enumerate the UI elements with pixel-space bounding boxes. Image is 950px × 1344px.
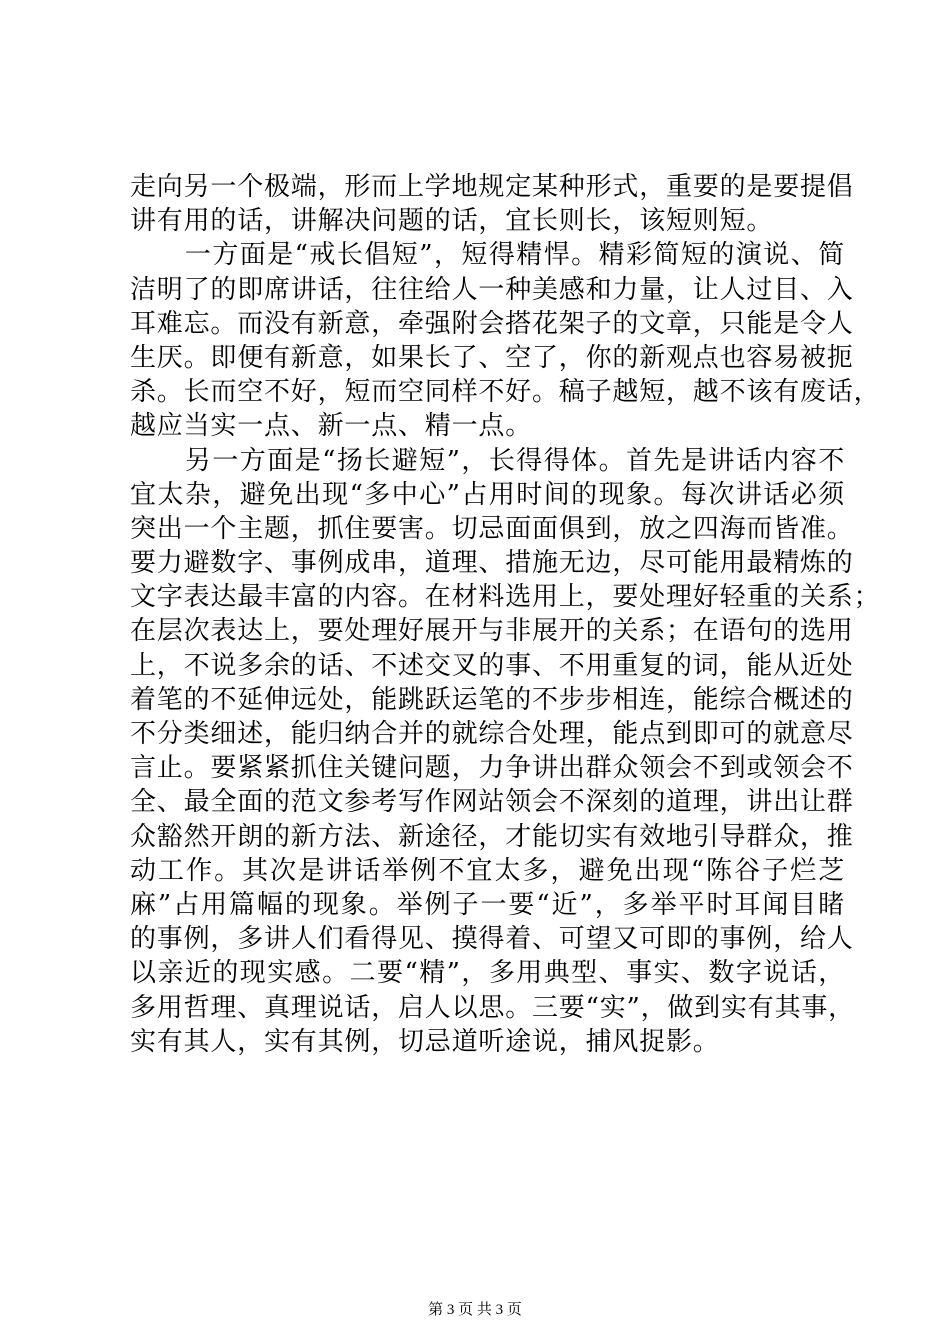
text-line: 文字表达最丰富的内容。在材料选用上，要处理好轻重的关系； (130, 582, 881, 613)
page-number: 第 3 页 共 3 页 (428, 1302, 522, 1318)
text-line: 的事例，多讲人们看得见、摸得着、可望又可即的事例，给人 (130, 924, 854, 955)
text-line: 不分类细述，能归纳合并的就综合处理，能点到即可的就意尽 (130, 719, 854, 749)
text-line: 宜太杂，避免出现“多中心”占用时间的现象。每次讲话必须 (130, 479, 845, 510)
text-line: 多用哲理、真理说话，启人以思。三要“实”，做到实有其事， (130, 992, 855, 1023)
text-line: 生厌。即便有新意，如果长了、空了，你的新观点也容易被扼 (130, 342, 854, 373)
document-body (130, 170, 881, 1059)
text-line: 言止。要紧紧抓住关键问题，力争讲出群众领会不到或领会不 (130, 753, 854, 784)
text-line: 在层次表达上，要处理好展开与非展开的关系；在语句的选用 (130, 616, 854, 647)
text-line: 要力避数字、事例成串，道理、措施无边，尽可能用最精炼的 (130, 548, 854, 579)
text-line: 上，不说多余的话、不述交叉的事、不用重复的词，能从近处 (130, 650, 854, 681)
text-line: 一方面是“戒长倡短”，短得精悍。精彩简短的演说、简 (130, 240, 845, 271)
text-line: 全、最全面的范文参考写作网站领会不深刻的道理，讲出让群 (130, 787, 854, 818)
text-line: 众豁然开朗的新方法、新途径，才能切实有效地引导群众，推 (130, 821, 854, 852)
text-line: 突出一个主题，抓住要害。切忌面面俱到，放之四海而皆准。 (130, 513, 854, 544)
text-line: 越应当实一点、新一点、精一点。 (130, 411, 533, 442)
text-line: 实有其人，实有其例，切忌道听途说，捕风捉影。 (130, 1026, 720, 1057)
text-line: 耳难忘。而没有新意，牵强附会搭花架子的文章，只能是令人 (130, 308, 854, 339)
text-line: 杀。长而空不好，短而空同样不好。稿子越短，越不该有废话， (130, 377, 881, 408)
text-line: 着笔的不延伸远处，能跳跃运笔的不步步相连，能综合概述的 (130, 684, 854, 715)
text-line: 动工作。其次是讲话举例不宜太多，避免出现“陈谷子烂芝 (130, 855, 845, 886)
text-line: 讲有用的话，讲解决问题的话，宜长则长，该短则短。 (130, 206, 774, 237)
text-line: 另一方面是“扬长避短”，长得得体。首先是讲话内容不 (130, 445, 845, 476)
text-line: 以亲近的现实感。二要“精”，多用典型、事实、数字说话， (130, 958, 845, 989)
text-line: 走向另一个极端，形而上学地规定某种形式，重要的是要提倡 (130, 172, 854, 202)
page-footer (0, 1300, 950, 1320)
text-line: 麻”占用篇幅的现象。举例子一要“近”，多举平时耳闻目睹 (130, 889, 845, 920)
text-line: 洁明了的即席讲话，往往给人一种美感和力量，让人过目、入 (130, 274, 854, 305)
